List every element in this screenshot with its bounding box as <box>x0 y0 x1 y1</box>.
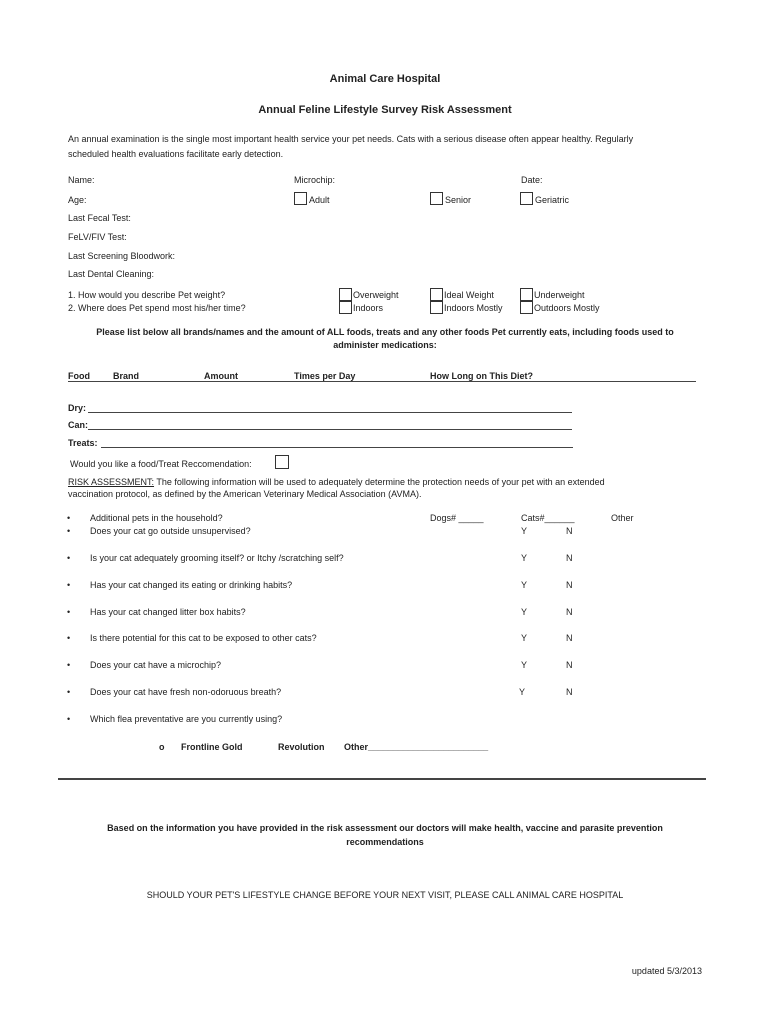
based-on-text-line2: recommendations <box>346 837 424 847</box>
yes-option[interactable]: Y <box>521 526 528 536</box>
risk-assessment-heading: RISK ASSESSMENT: <box>68 477 155 487</box>
no-option[interactable]: N <box>566 660 573 670</box>
bullet: • <box>67 607 71 617</box>
other-flea-option[interactable]: Other________________________ <box>344 742 489 752</box>
date-label: Date: <box>521 175 543 185</box>
indoors-mostly-label: Indoors Mostly <box>444 303 503 313</box>
treats-label: Treats: <box>68 438 98 448</box>
based-on-text-line1: Based on the information you have provided in the risk assessment our doctors will make health, vaccine and parasite prevention <box>107 823 663 833</box>
no-option[interactable]: N <box>566 526 573 536</box>
risk-assessment-desc-line1: The following information will be used to adequately determine the protection needs of your pet with an extended <box>154 477 605 487</box>
geriatric-label: Geriatric <box>535 195 570 205</box>
bullet: • <box>67 687 71 697</box>
bullet: • <box>67 580 71 590</box>
indoors-label: Indoors <box>353 303 384 313</box>
geriatric-checkbox[interactable] <box>520 192 533 205</box>
indoors-checkbox[interactable] <box>339 301 352 314</box>
no-option[interactable]: N <box>566 607 573 617</box>
flea-preventative-question: Which flea preventative are you currently using? <box>90 714 283 724</box>
yes-option[interactable]: Y <box>521 633 528 643</box>
amount-header: Amount <box>204 371 238 381</box>
food-recommendation-question: Would you like a food/Treat Reccomendation: <box>70 459 252 469</box>
food-header-underline <box>68 381 696 382</box>
dental-label: Last Dental Cleaning: <box>68 269 155 279</box>
other-pets-label: Other <box>611 513 634 523</box>
bullet: • <box>67 553 71 563</box>
can-food-field[interactable] <box>88 429 572 430</box>
risk-assessment-intro <box>68 477 605 487</box>
adult-label: Adult <box>309 195 330 205</box>
food-instruction-line1: Please list below all brands/names and the amount of ALL foods, treats and any other foods Pet currently eats, including foods used to <box>96 327 674 337</box>
bullet: • <box>67 526 71 536</box>
dry-food-field[interactable] <box>88 412 572 413</box>
fecal-test-label: Last Fecal Test: <box>68 213 131 223</box>
overweight-label: Overweight <box>353 290 399 300</box>
bullet: • <box>67 513 71 523</box>
location-question: 2. Where does Pet spend most his/her time? <box>68 303 246 313</box>
bloodwork-label: Last Screening Bloodwork: <box>68 251 176 261</box>
risk-question: Does your cat have a microchip? <box>90 660 222 670</box>
senior-checkbox[interactable] <box>430 192 443 205</box>
yes-option[interactable]: Y <box>521 580 528 590</box>
cats-count-field[interactable]: Cats#______ <box>521 513 575 523</box>
hospital-name: Animal Care Hospital <box>329 73 441 85</box>
dogs-count-field[interactable]: Dogs# _____ <box>430 513 484 523</box>
risk-question: Is there potential for this cat to be exposed to other cats? <box>90 633 317 643</box>
risk-question: Does your cat have fresh non-odoruous breath? <box>90 687 282 697</box>
risk-question: Is your cat adequately grooming itself? or Itchy /scratching self? <box>90 553 344 563</box>
risk-assessment-desc-line2: vaccination protocol, as defined by the American Veterinary Medical Association (AVMA). <box>68 489 422 499</box>
lifestyle-change-notice: SHOULD YOUR PET'S LIFESTYLE CHANGE BEFORE YOUR NEXT VISIT, PLEASE CALL ANIMAL CARE HOSPITAL <box>146 890 624 900</box>
yes-option[interactable]: Y <box>521 607 528 617</box>
bullet: • <box>67 633 71 643</box>
outdoors-mostly-label: Outdoors Mostly <box>534 303 600 313</box>
bullet: • <box>67 714 71 724</box>
outdoors-mostly-checkbox[interactable] <box>520 301 533 314</box>
intro-text-line1: An annual examination is the single most important health service your pet needs. Cats with a serious disease often appear healthy. Regularly <box>68 134 634 144</box>
can-food-label: Can: <box>68 420 88 430</box>
section-divider <box>58 778 706 780</box>
risk-question: Has your cat changed its eating or drinking habits? <box>90 580 293 590</box>
brand-header: Brand <box>113 371 140 381</box>
overweight-checkbox[interactable] <box>339 288 352 301</box>
additional-pets-question: Additional pets in the household? <box>90 513 223 523</box>
age-label: Age: <box>68 195 87 205</box>
frontline-gold-option[interactable]: Frontline Gold <box>181 742 243 752</box>
times-per-day-header: Times per Day <box>294 371 356 381</box>
yes-option[interactable]: Y <box>519 687 526 697</box>
revolution-option[interactable]: Revolution <box>278 742 325 752</box>
microchip-label: Microchip: <box>294 175 336 185</box>
yes-option[interactable]: Y <box>521 660 528 670</box>
no-option[interactable]: N <box>566 633 573 643</box>
adult-checkbox[interactable] <box>294 192 307 205</box>
underweight-checkbox[interactable] <box>520 288 533 301</box>
diet-duration-header: How Long on This Diet? <box>430 371 533 381</box>
no-option[interactable]: N <box>566 687 573 697</box>
food-instruction-line2: administer medications: <box>333 340 437 350</box>
sub-bullet: o <box>159 742 165 752</box>
yes-option[interactable]: Y <box>521 553 528 563</box>
treats-field[interactable] <box>101 447 573 448</box>
food-recommendation-checkbox[interactable] <box>275 455 289 469</box>
name-label: Name: <box>68 175 95 185</box>
ideal-weight-checkbox[interactable] <box>430 288 443 301</box>
senior-label: Senior <box>445 195 472 205</box>
ideal-weight-label: Ideal Weight <box>444 290 494 300</box>
no-option[interactable]: N <box>566 553 573 563</box>
food-header: Food <box>68 371 90 381</box>
intro-text-line2: scheduled health evaluations facilitate early detection. <box>68 149 284 159</box>
page-title: Annual Feline Lifestyle Survey Risk Assessment <box>258 104 512 116</box>
dry-food-label: Dry: <box>68 403 87 413</box>
bullet: • <box>67 660 71 670</box>
felv-test-label: FeLV/FIV Test: <box>68 232 127 242</box>
risk-question: Has your cat changed litter box habits? <box>90 607 246 617</box>
no-option[interactable]: N <box>566 580 573 590</box>
indoors-mostly-checkbox[interactable] <box>430 301 443 314</box>
underweight-label: Underweight <box>534 290 585 300</box>
weight-question: 1. How would you describe Pet weight? <box>68 290 226 300</box>
updated-date: updated 5/3/2013 <box>631 966 702 976</box>
risk-question: Does your cat go outside unsupervised? <box>90 526 251 536</box>
